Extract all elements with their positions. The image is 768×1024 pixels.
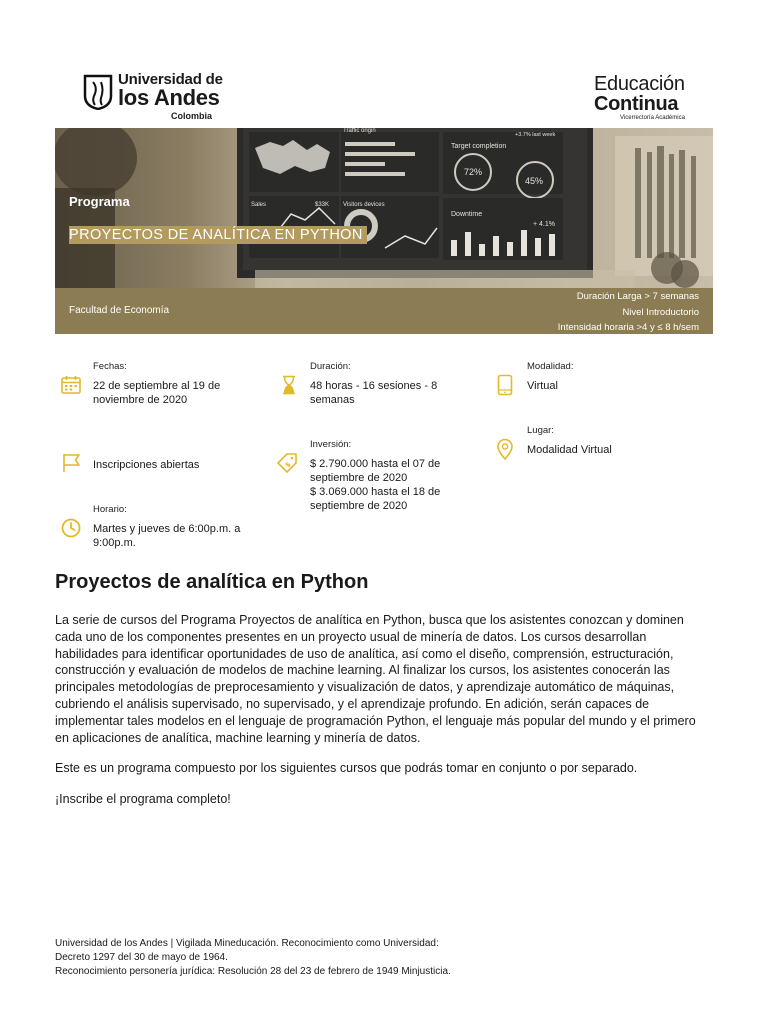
inversion-value-1: $ 2.790.000 hasta el 07 de septiembre de 2020 (310, 458, 441, 484)
footer-line-2: Decreto 1297 del 30 de mayo de 1964. (55, 952, 228, 963)
uandes-line1: Universidad de (118, 71, 223, 88)
nivel-meta: Nivel Introductorio (622, 306, 699, 318)
location-pin-icon (494, 438, 516, 460)
description-paragraph-1: La serie de cursos del Programa Proyectos de analítica en Python, busca que los asistentes conozcan y dominen cada uno de los componentes presentes en un proyecto usual de minería de datos. Los cursos desarrollan habilidades para identificar oportunidades de uso de analítica, así como el diseño, comprensión, estructuración, construcción y evaluación de modelos de machine learning. Al finalizar los cursos, los asistentes conocerán las principales metodologías de preprocesamiento y visualización de datos, y aprendizaje automático de máquinas, cubriendo el análisis supervisado, no supervisado, y el aprendizaje profundo. En adición, serán capaces de implementar tales modelos en el lenguaje de programación Python, el lenguaje más popular del mundo y el primero en aplicaciones de analítica, machine learning y minería de datos. (55, 613, 696, 745)
program-description (55, 612, 713, 822)
horario-block (93, 504, 263, 550)
footer-line-1: Universidad de los Andes | Vigilada Mineducación. Reconocimiento como Universidad: (55, 938, 439, 949)
program-meta (558, 289, 699, 336)
horario-label: Horario: (93, 504, 127, 515)
duracion-value: 48 horas - 16 sesiones - 8 semanas (310, 380, 438, 406)
modalidad-block (527, 361, 697, 393)
fechas-block (93, 361, 263, 407)
duracion-block (310, 361, 470, 407)
hero-dashboard-illustration (55, 128, 713, 288)
lugar-label: Lugar: (527, 425, 554, 436)
screen-delta: + 4.1% (533, 221, 555, 228)
screen-downtime-label: Downtime (451, 211, 483, 218)
modalidad-label: Modalidad: (527, 361, 574, 372)
tablet-icon (494, 374, 516, 396)
universidad-de-los-andes-logo (82, 72, 222, 124)
educacion-continua-logo (594, 74, 694, 124)
page-title: Proyectos de analítica en Python (55, 571, 369, 593)
calendar-icon (60, 374, 82, 396)
inversion-label: Inversión: (310, 439, 352, 450)
clock-icon (60, 517, 82, 539)
ec-line3: Vicerrectoría Académica (620, 115, 685, 121)
screen-visitors-label: Visitors devices (343, 202, 385, 208)
modalidad-value: Virtual (527, 380, 558, 392)
description-paragraph-3: ¡Inscribe el programa completo! (55, 792, 231, 807)
screen-target-label: Target completion (451, 143, 507, 150)
price-tag-icon (276, 452, 298, 474)
uandes-seal-icon (82, 74, 114, 110)
ec-line2: Continua (594, 93, 679, 115)
hero-banner (55, 128, 713, 288)
screen-sales-value: $33K (315, 202, 330, 208)
flag-icon (60, 452, 82, 474)
hero-kicker: Programa (69, 194, 130, 209)
program-info-band (55, 288, 713, 334)
lugar-block (527, 425, 697, 457)
legal-footer (55, 937, 655, 979)
ec-line1: Educación (594, 73, 685, 95)
duracion-label: Duración: (310, 361, 351, 372)
screen-traffic-label: Traffic origin (343, 128, 376, 134)
uandes-line3: Colombia (171, 111, 213, 121)
hourglass-icon (278, 374, 300, 396)
inscripciones-value: Inscripciones abiertas (93, 459, 200, 471)
lugar-value: Modalidad Virtual (527, 444, 612, 456)
fechas-value: 22 de septiembre al 19 de noviembre de 2020 (93, 380, 221, 406)
inscripciones-block (93, 458, 263, 472)
inversion-block (310, 439, 480, 513)
duracion-meta: Duración Larga > 7 semanas (576, 291, 699, 302)
uandes-line2: los Andes (118, 85, 220, 110)
footer-line-3: Reconocimiento personería jurídica: Resolución 28 del 23 de febrero de 1949 Minjusticia. (55, 966, 451, 977)
hero-title: PROYECTOS DE ANALÍTICA EN PYTHON (69, 226, 367, 244)
screen-sales-label: Sales (251, 202, 267, 208)
intensidad-meta: Intensidad horaria >4 y ≤ 8 h/sem (557, 322, 699, 333)
facultad-label: Facultad de Economía (69, 305, 170, 316)
screen-pct2: 45% (525, 176, 544, 186)
horario-value: Martes y jueves de 6:00p.m. a 9:00p.m. (93, 523, 241, 549)
fechas-label: Fechas: (93, 361, 127, 372)
svg-text:$: $ (283, 460, 293, 470)
screen-last-week: +3.7% last week (515, 132, 556, 138)
screen-pct1: 72% (464, 167, 483, 177)
description-paragraph-2: Este es un programa compuesto por los siguientes cursos que podrás tomar en conjunto o por separado. (55, 761, 638, 776)
inversion-value-2: $ 3.069.000 hasta el 18 de septiembre de 2020 (310, 486, 441, 512)
